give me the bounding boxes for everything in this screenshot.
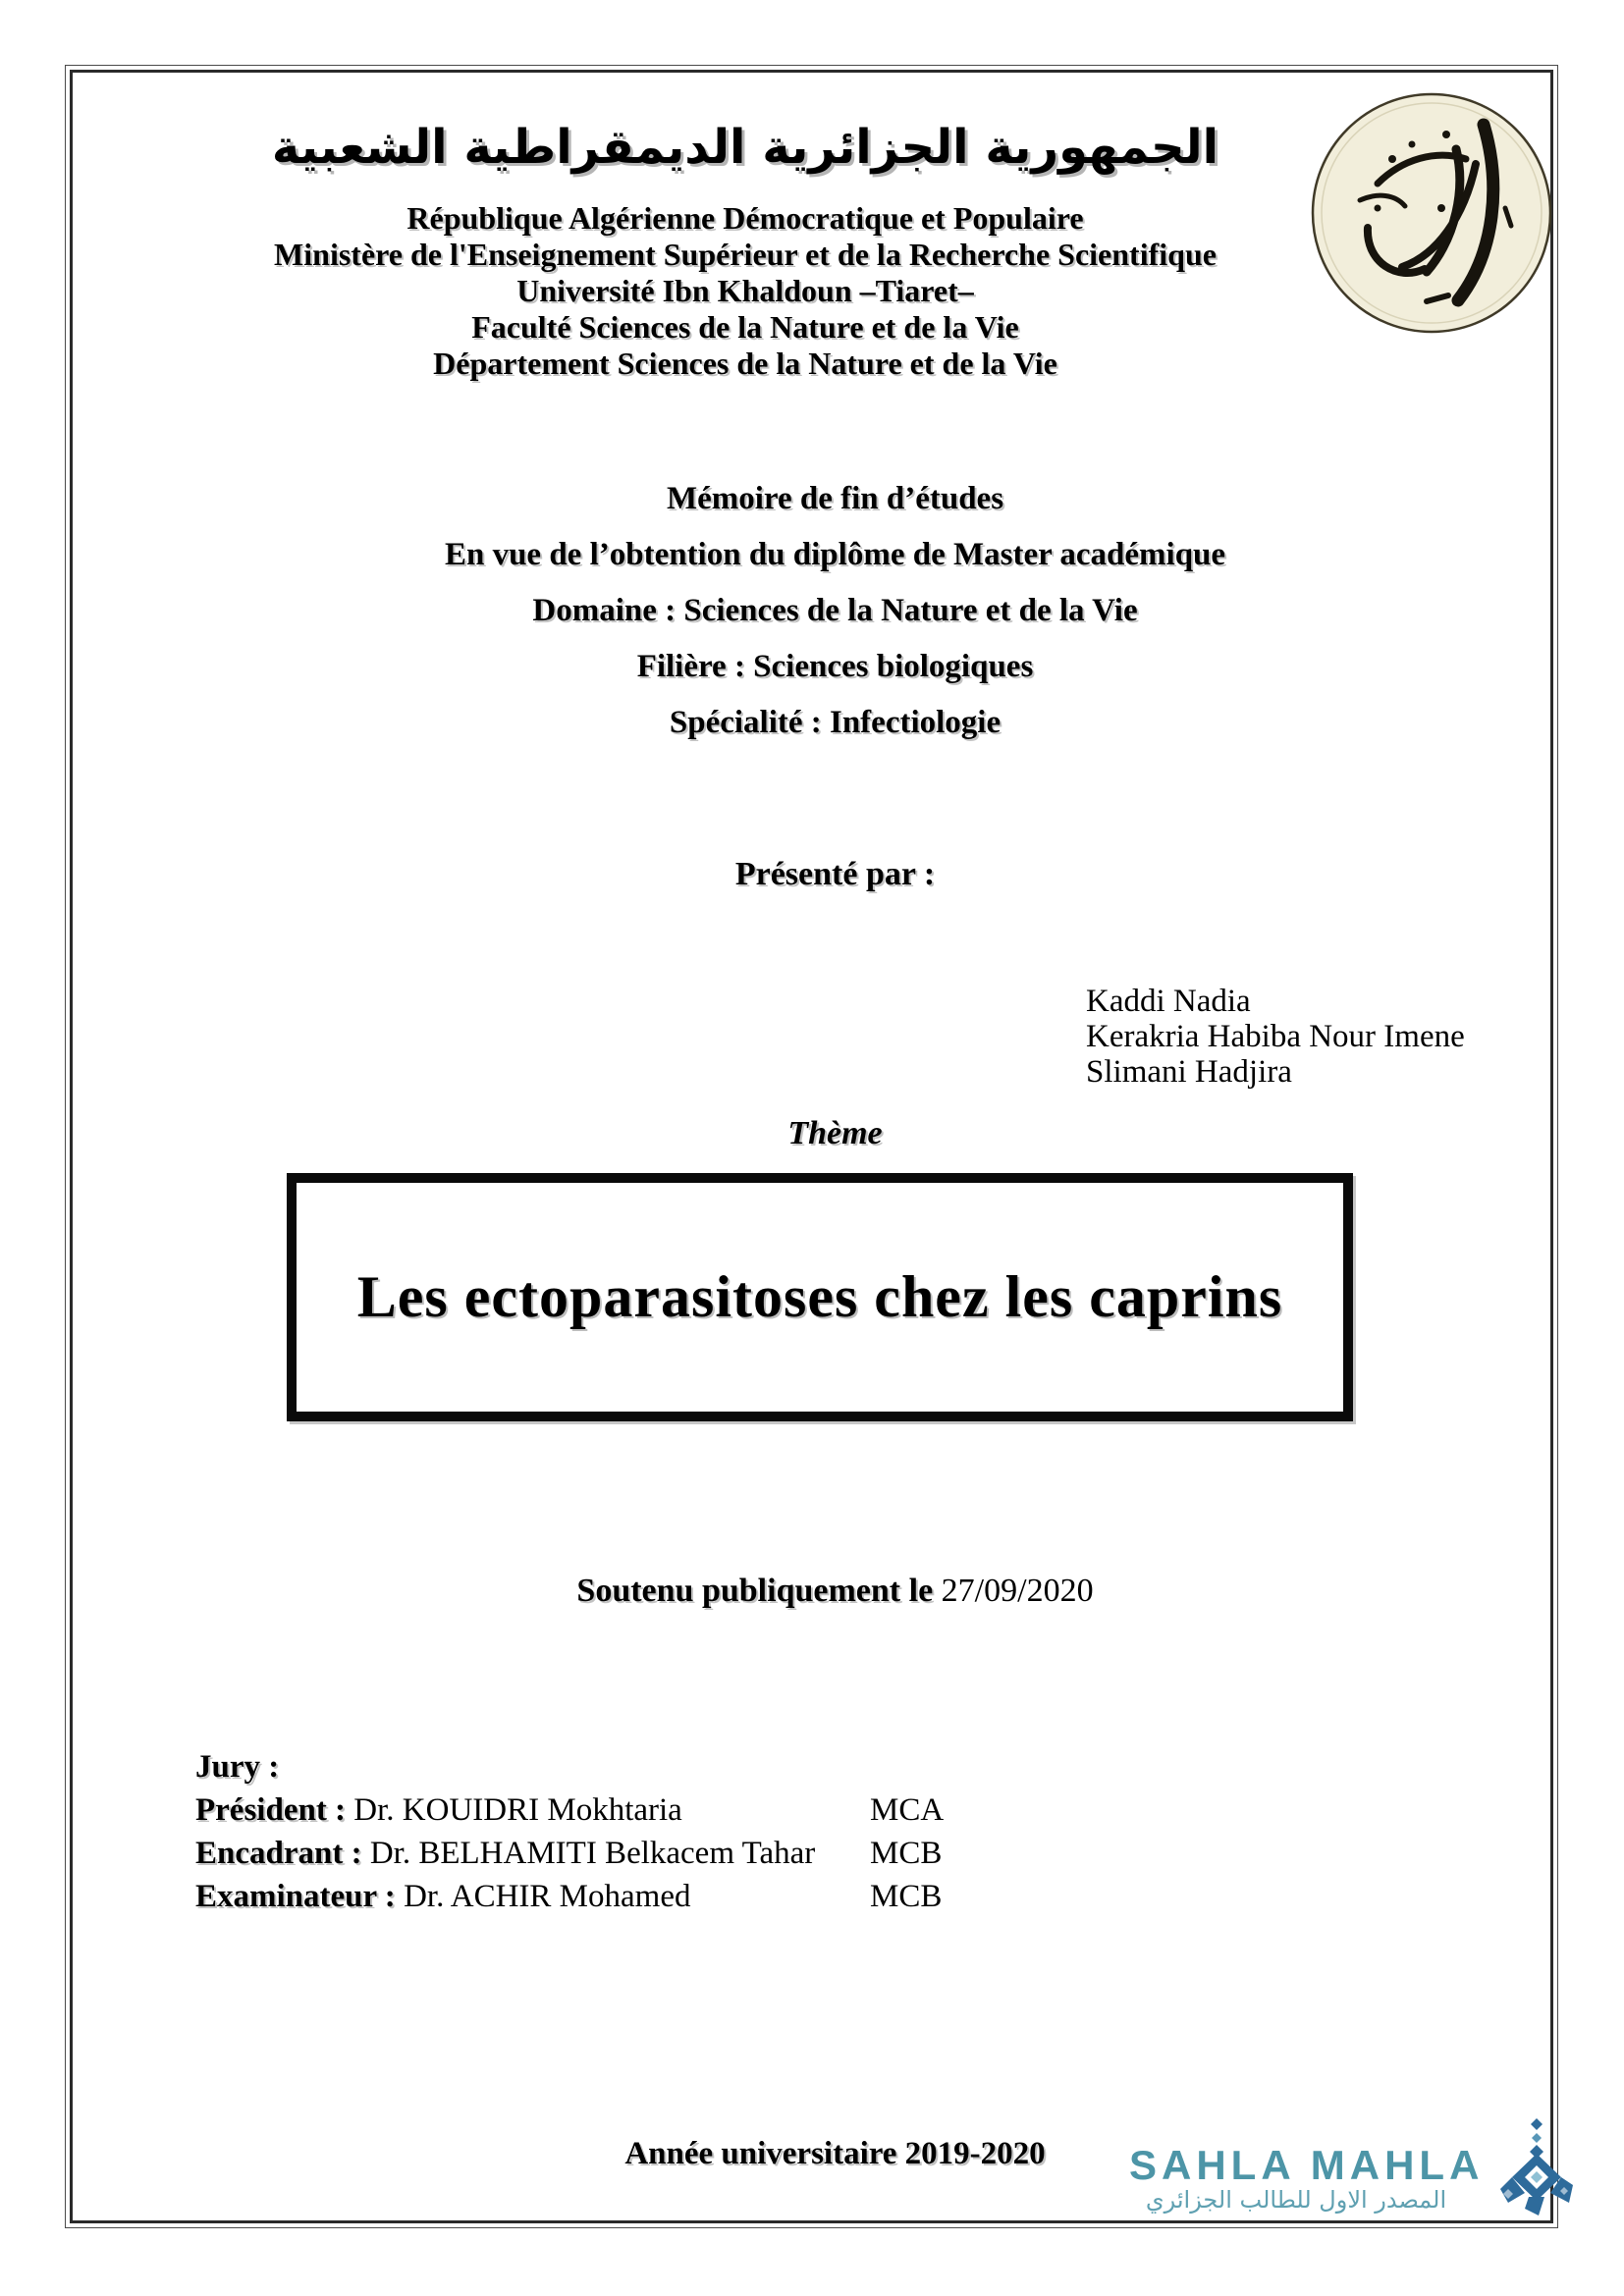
theme-label: Thème [787,1115,883,1151]
defense-label: Soutenu publiquement le [576,1573,942,1609]
author-name: Slimani Hadjira [1086,1054,1292,1090]
department-line: Département Sciences de la Nature et de la Vie [433,346,1057,381]
author-name: Kerakria Habiba Nour Imene [1086,1019,1465,1054]
republic-arabic-title: الجمهورية الجزائرية الديمقراطية الشعبية [271,120,1219,175]
authors-list [1086,984,1465,1090]
jury-member-grade: MCB [870,1836,943,1871]
jury-row-encadrant [195,1832,943,1875]
sahla-mahla-watermark [1129,2142,1600,2215]
sahla-mahla-emblem-icon [1498,2118,1575,2224]
defense-date: 27/09/2020 [941,1573,1094,1609]
degree-info [95,471,1575,751]
jury-member-grade: MCA [870,1792,945,1828]
defense-line [95,1573,1575,1610]
thesis-title: Les ectoparasitoses chez les caprins [356,1264,1283,1329]
jury-row-examinateur [195,1875,943,1918]
jury-section [195,1745,945,1918]
university-line: Université Ibn Khaldoun –Tiaret– [516,273,974,308]
author-name: Kaddi Nadia [1086,984,1251,1019]
jury-member-name: Dr. BELHAMITI Belkacem Tahar [369,1836,816,1871]
filiere-line: Filière : Sciences biologiques [636,649,1034,684]
academic-year: Année universitaire 2019-2020 [624,2136,1046,2171]
jury-member-name: Dr. ACHIR Mohamed [404,1879,691,1914]
memoire-line: Mémoire de fin d’études [666,481,1004,516]
jury-member-grade: MCB [870,1879,943,1914]
jury-role: Encadrant : [195,1836,370,1871]
domaine-line: Domaine : Sciences de la Nature et de la Vie [532,593,1138,628]
sahla-mahla-tagline: المصدر الاول للطالب الجزائري [1145,2186,1447,2214]
jury-member-name: Dr. KOUIDRI Mokhtaria [353,1792,682,1828]
jury-heading: Jury : [195,1749,280,1785]
jury-role: Examinateur : [195,1879,405,1914]
jury-role: Président : [195,1792,354,1828]
sahla-mahla-wordmark: SAHLA MAHLA [1129,2142,1485,2188]
thesis-title-box [287,1173,1353,1421]
republic-line: République Algérienne Démocratique et Populaire [406,200,1084,236]
jury-row-president [195,1789,945,1832]
faculty-line: Faculté Sciences de la Nature et de la Vie [471,309,1019,345]
specialite-line: Spécialité : Infectiologie [669,705,1001,740]
institution-header [82,102,1408,382]
obtention-line: En vue de l’obtention du diplôme de Master académique [444,537,1226,572]
university-seal-logo [1309,90,1554,336]
ministry-line: Ministère de l'Enseignement Supérieur et de la Recherche Scientifique [274,237,1217,272]
presented-by-label: Présenté par : [734,856,936,892]
